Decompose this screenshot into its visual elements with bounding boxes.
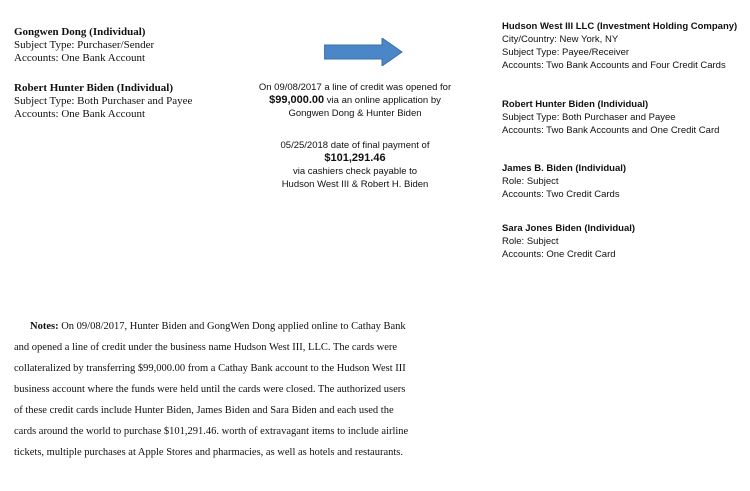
entity-accounts: Accounts: Two Bank Accounts and Four Credit Cards: [502, 60, 726, 71]
entity-subject-type: Subject Type: Both Purchaser and Payee: [14, 95, 193, 107]
notes-paragraph: [14, 316, 412, 463]
credit-line-text-2: [250, 94, 460, 107]
entity-subject-type: Subject Type: Purchaser/Sender: [14, 39, 155, 51]
payment-text-1: 05/25/2018 date of final payment of: [280, 140, 430, 151]
entity-sara-biden: [502, 222, 635, 261]
entity-name: Robert Hunter Biden (Individual): [14, 82, 174, 94]
entity-james-biden: [502, 162, 626, 201]
entity-accounts: Accounts: Two Bank Accounts and One Credit Card: [502, 125, 720, 136]
entity-gongwen-dong: [14, 26, 154, 65]
entity-accounts: Accounts: One Credit Card: [502, 249, 616, 260]
entity-robert-hunter-biden-left: [14, 82, 192, 121]
entity-robert-hunter-biden-right: [502, 98, 719, 137]
entity-role: Role: Subject: [502, 236, 559, 247]
entity-hudson-west-iii: [502, 20, 737, 72]
payment-text-2: via cashiers check payable to: [292, 166, 418, 177]
payment-summary: [250, 139, 460, 191]
notes-text: On 09/08/2017, Hunter Biden and GongWen Dong applied online to Cathay Bank and opened a line of credit under the business name Hudson West III, LLC. The cards were collateralized by transferring $99,000.00 from a Cathay Bank account to the Hudson West III business account where the funds were held until the cards were closed. The authorized users of these credit cards include Hunter Biden, James Biden and Sara Biden and each used the cards around the world to purchase $101,291.46. worth of extravagant items to include airline tickets, multiple purchases at Apple Stores and pharmacies, as well as hotels and restaurants.: [14, 321, 409, 458]
entity-name: James B. Biden (Individual): [502, 163, 627, 174]
credit-line-via: via an online application by: [324, 95, 441, 106]
entity-name: Sara Jones Biden (Individual): [502, 223, 636, 234]
credit-line-summary: [250, 81, 460, 120]
credit-amount: $99,000.00: [269, 94, 325, 106]
entity-name: Robert Hunter Biden (Individual): [502, 99, 649, 110]
entity-accounts: Accounts: Two Credit Cards: [502, 189, 620, 200]
entity-name: Gongwen Dong (Individual): [14, 26, 146, 38]
entity-accounts: Accounts: One Bank Account: [14, 52, 146, 64]
credit-line-text-1: On 09/08/2017 a line of credit was opened for: [258, 82, 452, 93]
credit-line-text-3: Gongwen Dong & Hunter Biden: [288, 108, 422, 119]
payment-text-3: Hudson West III & Robert H. Biden: [281, 179, 429, 190]
payment-amount: $101,291.46: [324, 152, 386, 164]
notes-label: Notes:: [30, 321, 59, 332]
entity-subject-type: Subject Type: Both Purchaser and Payee: [502, 112, 676, 123]
entity-role: Role: Subject: [502, 176, 559, 187]
right-arrow-icon: [324, 38, 404, 66]
entity-accounts: Accounts: One Bank Account: [14, 108, 146, 120]
entity-city: City/Country: New York, NY: [502, 34, 619, 45]
entity-name: Hudson West III LLC (Investment Holding Company): [502, 21, 738, 32]
entity-subject-type: Subject Type: Payee/Receiver: [502, 47, 630, 58]
